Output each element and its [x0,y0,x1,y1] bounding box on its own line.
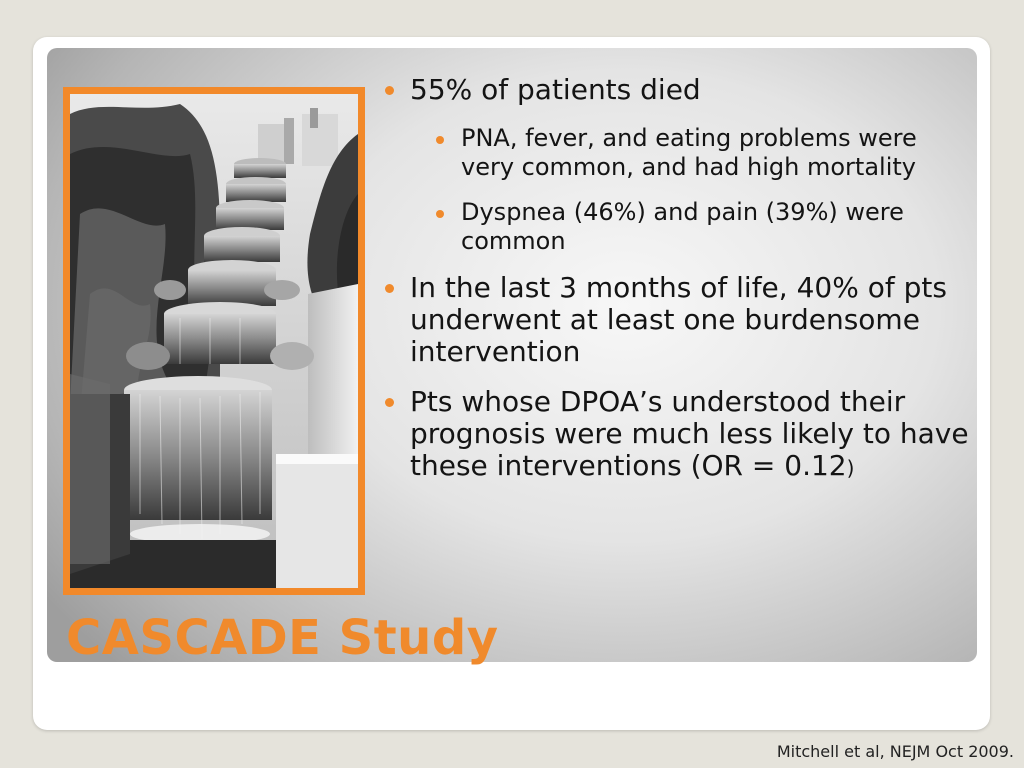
sub-bullet-text: PNA, fever, and eating problems were very common, and had high mortality [461,124,917,181]
bullet-dot-icon [436,136,444,144]
slide-title: CASCADE Study [66,610,499,666]
bullet-text: In the last 3 months of life, 40% of pts underwent at least one burdensome intervention [410,271,947,368]
bullet-dot-icon [385,284,394,293]
sub-bullet-item [436,198,975,256]
citation: Mitchell et al, NEJM Oct 2009. [776,742,1014,761]
bullet-dot-icon [385,398,394,407]
sub-bullet-text: Dyspnea (46%) and pain (39%) were common [461,198,904,255]
bullet-text: 55% of patients died [410,73,701,106]
bullet-list [385,74,975,502]
bullet-item [385,386,975,484]
bullet-text-suffix: ) [846,456,855,480]
bullet-item [385,272,975,368]
sub-bullet-item [436,124,975,182]
bullet-text: Pts whose DPOA’s understood their prognosis were much less likely to have these interventions (OR = 0.12 [410,385,969,482]
bullet-item [385,74,975,106]
bullet-dot-icon [385,86,394,95]
cascade-fountain-photo [70,94,358,588]
bullet-dot-icon [436,210,444,218]
